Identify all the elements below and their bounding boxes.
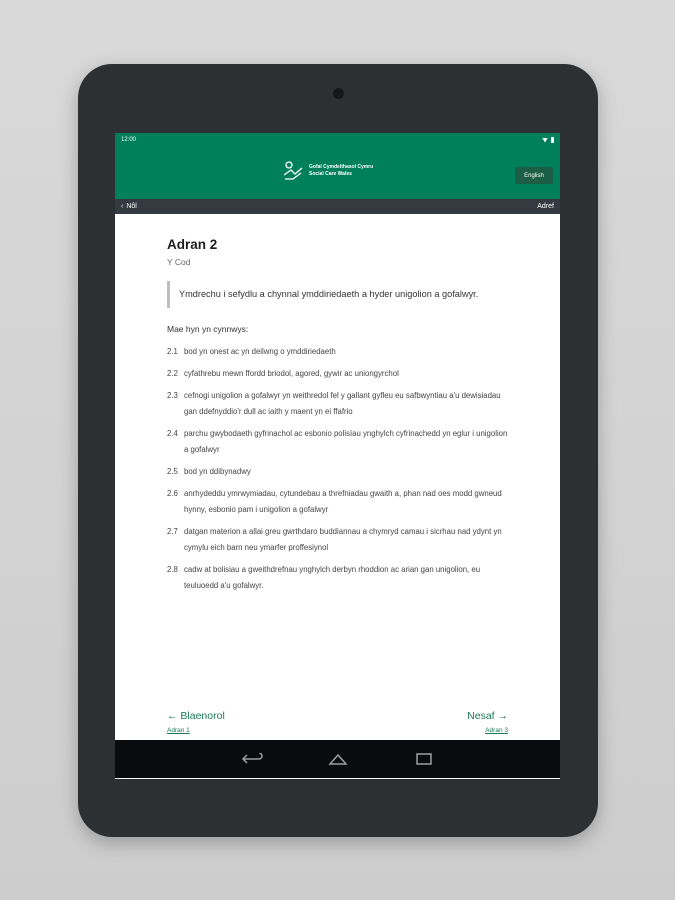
previous-section-name: Adran 1	[167, 727, 190, 734]
item-text: anrhydeddu ymrwymiadau, cytundebau a threfniadau gwaith a, phan nad oes modd gwneud hynny, esbonio pam i unigolion a gofalwyr	[184, 489, 502, 514]
chevron-left-icon: ‹	[121, 203, 124, 210]
home-link[interactable]: Adref	[537, 203, 554, 210]
home-nav-icon[interactable]	[326, 752, 350, 766]
item-text: bod yn onest ac yn deilwng o ymddiriedaeth	[184, 347, 336, 356]
battery-icon	[551, 137, 554, 143]
item-number: 2.8	[167, 565, 178, 574]
item-number: 2.4	[167, 429, 178, 438]
item-text: bod yn ddibynadwy	[184, 467, 251, 476]
list-item	[167, 426, 508, 458]
tablet-frame	[78, 64, 598, 837]
previous-section-link[interactable]	[167, 710, 225, 734]
list-item	[167, 388, 508, 420]
list-item	[167, 464, 508, 480]
item-text: cyfathrebu mewn ffordd briodol, agored, gywir ac uniongyrchol	[184, 369, 399, 378]
item-number: 2.2	[167, 369, 178, 378]
page-title: Adran 2	[167, 237, 218, 252]
list-item	[167, 524, 508, 556]
item-number: 2.5	[167, 467, 178, 476]
item-text: cefnogi unigolion a gofalwyr yn weithredol fel y gallant gyfleu eu safbwyntiau a'u dewisiadau gan ddefnyddio'r dull ac iaith y maent yn ei ffafrio	[184, 391, 501, 416]
list-item	[167, 366, 508, 382]
next-label: Nesaf →	[467, 710, 508, 722]
section-content	[115, 214, 560, 594]
wifi-icon	[542, 138, 548, 143]
org-name	[309, 164, 373, 178]
next-section-name: Adran 3	[485, 727, 508, 734]
org-logo	[282, 160, 373, 182]
item-text: datgan materion a allai greu gwrthdaro buddiannau a chymryd camau i sicrhau nad ydynt yn cymylu eich barn neu ymarfer proffesiynol	[184, 527, 502, 552]
language-toggle-button[interactable]: English	[515, 167, 553, 184]
org-name-english: Social Care Wales	[309, 171, 352, 177]
org-logo-icon	[282, 160, 304, 182]
org-name-welsh: Gofal Cymdeithasol Cymru	[309, 164, 374, 170]
app-header	[115, 147, 560, 199]
standard-quote: Ymdrechu i sefydlu a chynnal ymddiriedaeth a hyder unigolion a gofalwyr.	[167, 281, 508, 308]
item-text: parchu gwybodaeth gyfrinachol ac esbonio polisïau ynghylch cyfrinachedd yn eglur i unigolion a gofalwyr	[184, 429, 508, 454]
status-bar	[115, 133, 560, 147]
back-button[interactable]	[121, 203, 137, 210]
nav-bar	[115, 199, 560, 214]
android-nav-bar	[115, 740, 560, 778]
list-item	[167, 562, 508, 594]
back-nav-icon[interactable]	[240, 752, 264, 766]
section-pager	[167, 710, 508, 734]
status-time: 12:00	[121, 137, 137, 143]
item-number: 2.7	[167, 527, 178, 536]
list-item	[167, 486, 508, 518]
status-icons	[542, 137, 554, 143]
standards-list	[167, 344, 508, 594]
recents-nav-icon[interactable]	[412, 752, 436, 766]
item-number: 2.3	[167, 391, 178, 400]
list-item	[167, 344, 508, 360]
intro-text: Mae hyn yn cynnwys:	[167, 324, 249, 334]
item-number: 2.1	[167, 347, 178, 356]
page-subtitle: Y Cod	[167, 257, 191, 267]
back-label: Nôl	[126, 203, 137, 210]
item-text: cadw at bolisiau a gweithdrefnau ynghylch derbyn rhoddion ac arian gan unigolion, eu teuluoedd a'u gofalwyr.	[184, 565, 481, 590]
app-screen	[115, 133, 560, 779]
next-section-link[interactable]	[467, 710, 508, 734]
camera-icon	[333, 88, 344, 99]
previous-label: ← Blaenorol	[167, 710, 225, 722]
item-number: 2.6	[167, 489, 178, 498]
